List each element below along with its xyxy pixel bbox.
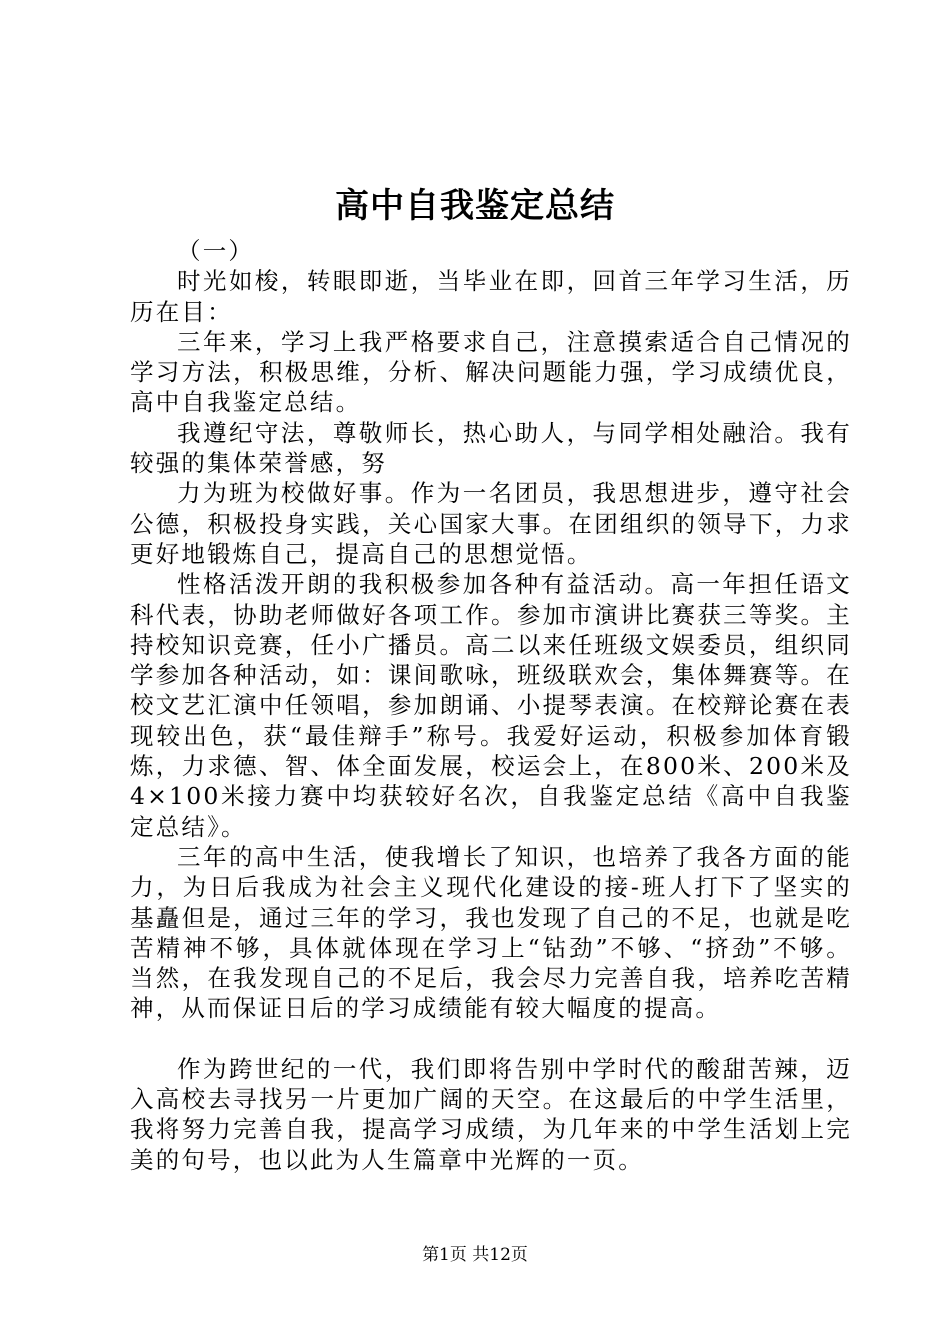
paragraph: 力为班为校做好事。作为一名团员，我思想进步，遵守社会公德，积极投身实践，关心国家大事。在团组织的领导下，力求更好地锻炼自己，提高自己的思想觉悟。 — [130, 479, 852, 568]
paragraph: 三年来，学习上我严格要求自己，注意摸索适合自己情况的学习方法，积极思维，分析、解决问题能力强，学习成绩优良，高中自我鉴定总结。 — [130, 327, 852, 417]
page-number-footer: 第1页 共12页 — [422, 1245, 528, 1265]
document-body — [130, 236, 852, 1175]
section-number: （一） — [177, 237, 255, 265]
paragraph: 时光如梭，转眼即逝，当毕业在即，回首三年学习生活，历历在目： — [130, 267, 852, 326]
paragraph: 作为跨世纪的一代，我们即将告别中学时代的酸甜苦辣，迈入高校去寻找另一片更加广阔的天空。在这最后的中学生活里，我将努力完善自我，提高学习成绩，为几年来的中学生活划上完美的句号，也以此为人生篇章中光辉的一页。 — [130, 1054, 852, 1174]
paragraph: 我遵纪守法，尊敬师长，热心助人，与同学相处融洽。我有较强的集体荣誉感，努 — [130, 418, 852, 478]
paragraph: 三年的高中生活，使我增长了知识，也培养了我各方面的能力，为日后我成为社会主义现代化建设的接-班人打下了坚实的基矗但是，通过三年的学习，我也发现了自己的不足，也就是吃苦精神不够，具体就体现在学习上“钻劲”不够、“挤劲”不够。当然，在我发现自己的不足后，我会尽力完善自我，培养吃苦精神，从而保证日后的学习成绩能有较大幅度的提高。 — [130, 842, 852, 1023]
document-title: 高中自我鉴定总结 — [335, 186, 615, 226]
paragraph: 性格活泼开朗的我积极参加各种有益活动。高一年担任语文科代表，协助老师做好各项工作。参加市演讲比赛获三等奖。主持校知识竞赛，任小广播员。高二以来任班级文娱委员，组织同学参加各种活动，如：课间歌咏，班级联欢会，集体舞赛等。在校文艺汇演中任领唱，参加朗诵、小提琴表演。在校辩论赛在表现较出色，获“最佳辩手”称号。我爱好运动，积极参加体育锻炼，力求德、智、体全面发展，校运会上，在800米、200米及4×100米接力赛中均获较好名次，自我鉴定总结《高中自我鉴定总结》。 — [130, 570, 852, 841]
